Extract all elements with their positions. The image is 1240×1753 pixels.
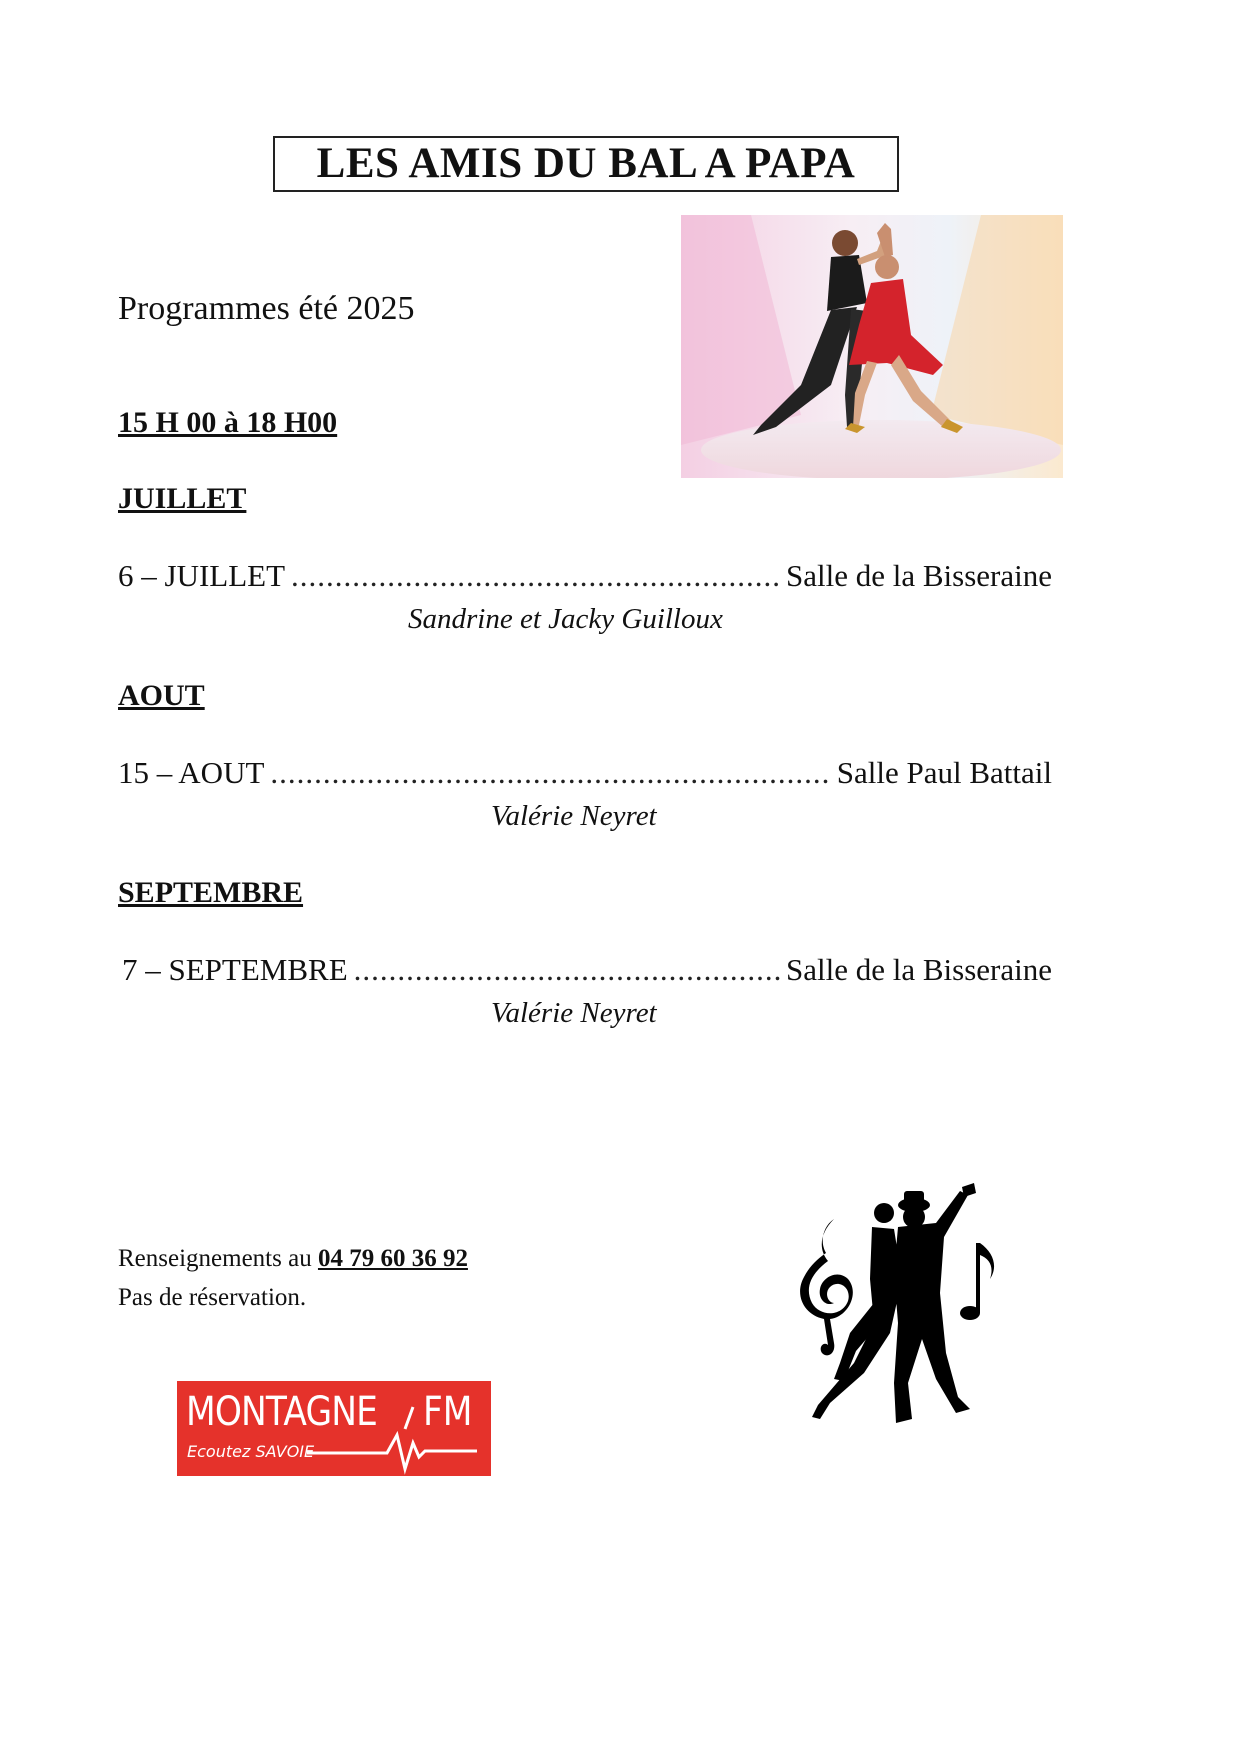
event-date: 15 – AOUT [118,755,265,790]
program-subtitle: Programmes été 2025 [118,290,415,327]
dot-leader [354,952,780,988]
event-row-aout [118,755,1052,791]
tango-couple-painting [681,215,1063,478]
month-heading-juillet: JUILLET [118,482,247,515]
radio-tagline: Ecoutez SAVOIE [187,1442,315,1461]
event-date: 6 – JUILLET [118,558,286,593]
event-host: Valérie Neyret [491,800,657,832]
montagne-fm-logo [177,1381,491,1476]
dot-leader [291,558,780,594]
pulse-wave-icon [177,1381,491,1476]
radio-name: MONTAGNE [186,1389,378,1435]
month-heading-aout: AOUT [118,679,205,712]
dancing-couple-silhouette-icon [790,1183,1002,1429]
info-note: Pas de réservation. [118,1284,307,1311]
event-venue: Salle de la Bisseraine [786,558,1052,593]
schedule-hours: 15 H 00 à 18 H00 [118,406,338,439]
radio-frequency: FM [423,1389,473,1435]
info-prefix: Renseignements au [118,1245,312,1272]
event-row-septembre [122,952,1052,988]
poster-title: LES AMIS DU BAL A PAPA [273,136,899,192]
event-venue: Salle de la Bisseraine [786,952,1052,987]
month-heading-septembre: SEPTEMBRE [118,876,304,909]
event-row-juillet [118,558,1052,594]
phone-number: 04 79 60 36 92 [317,1245,468,1272]
event-host: Valérie Neyret [491,997,657,1029]
contact-info [118,1239,468,1317]
event-host: Sandrine et Jacky Guilloux [408,603,723,635]
info-line-phone [118,1239,468,1278]
event-venue: Salle Paul Battail [836,755,1052,790]
dot-leader [270,755,830,791]
event-date: 7 – SEPTEMBRE [122,952,348,987]
